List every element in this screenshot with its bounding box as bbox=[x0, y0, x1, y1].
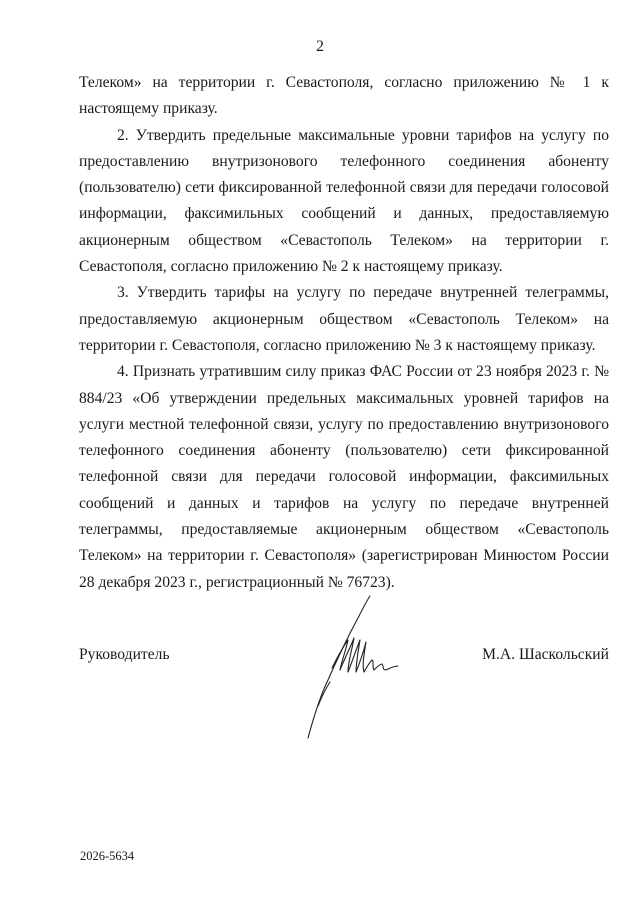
document-body bbox=[79, 70, 609, 596]
paragraph-item-4: 4. Признать утратившим силу приказ ФАС России от 23 ноября 2023 г. № 884/23 «Об утверждении предельных максимальных уровней тарифов на услуги местной телефонной связи, услугу по предоставлению внутризонового телефонного соединения абоненту (пользователю) сети фиксированной телефонной связи для передачи голосовой информации, факсимильных сообщений и данных и тарифов на услугу по передаче внутренней телеграммы, предоставляемые акционерным обществом «Севастополь Телеком» на территории г. Севастополя» (зарегистрирован Минюстом России 28 декабря 2023 г., регистрационный № 76723). bbox=[79, 363, 609, 591]
document-code: 2026-5634 bbox=[80, 849, 135, 863]
page-number: 2 bbox=[316, 38, 324, 55]
handwritten-signature bbox=[300, 588, 420, 748]
signer-title: Руководитель bbox=[79, 646, 170, 663]
paragraph-continuation: Телеком» на территории г. Севастополя, согласно приложению № 1 к настоящему приказу. bbox=[79, 74, 609, 118]
paragraph-item-3: 3. Утвердить тарифы на услугу по передаче внутренней телеграммы, предоставляемую акционерным обществом «Севастополь Телеком» на территории г. Севастополя, согласно приложению № 3 к настоящему приказу. bbox=[79, 284, 609, 354]
paragraph-item-2: 2. Утвердить предельные максимальные уровни тарифов на услугу по предоставлению внутризонового телефонного соединения абоненту (пользователю) сети фиксированной телефонной связи для передачи голосовой информации, факсимильных сообщений и данных, предоставляемую акционерным обществом «Севастополь Телеком» на территории г. Севастополя, согласно приложению № 2 к настоящему приказу. bbox=[79, 126, 609, 276]
signer-name: М.А. Шаскольский bbox=[482, 646, 609, 663]
